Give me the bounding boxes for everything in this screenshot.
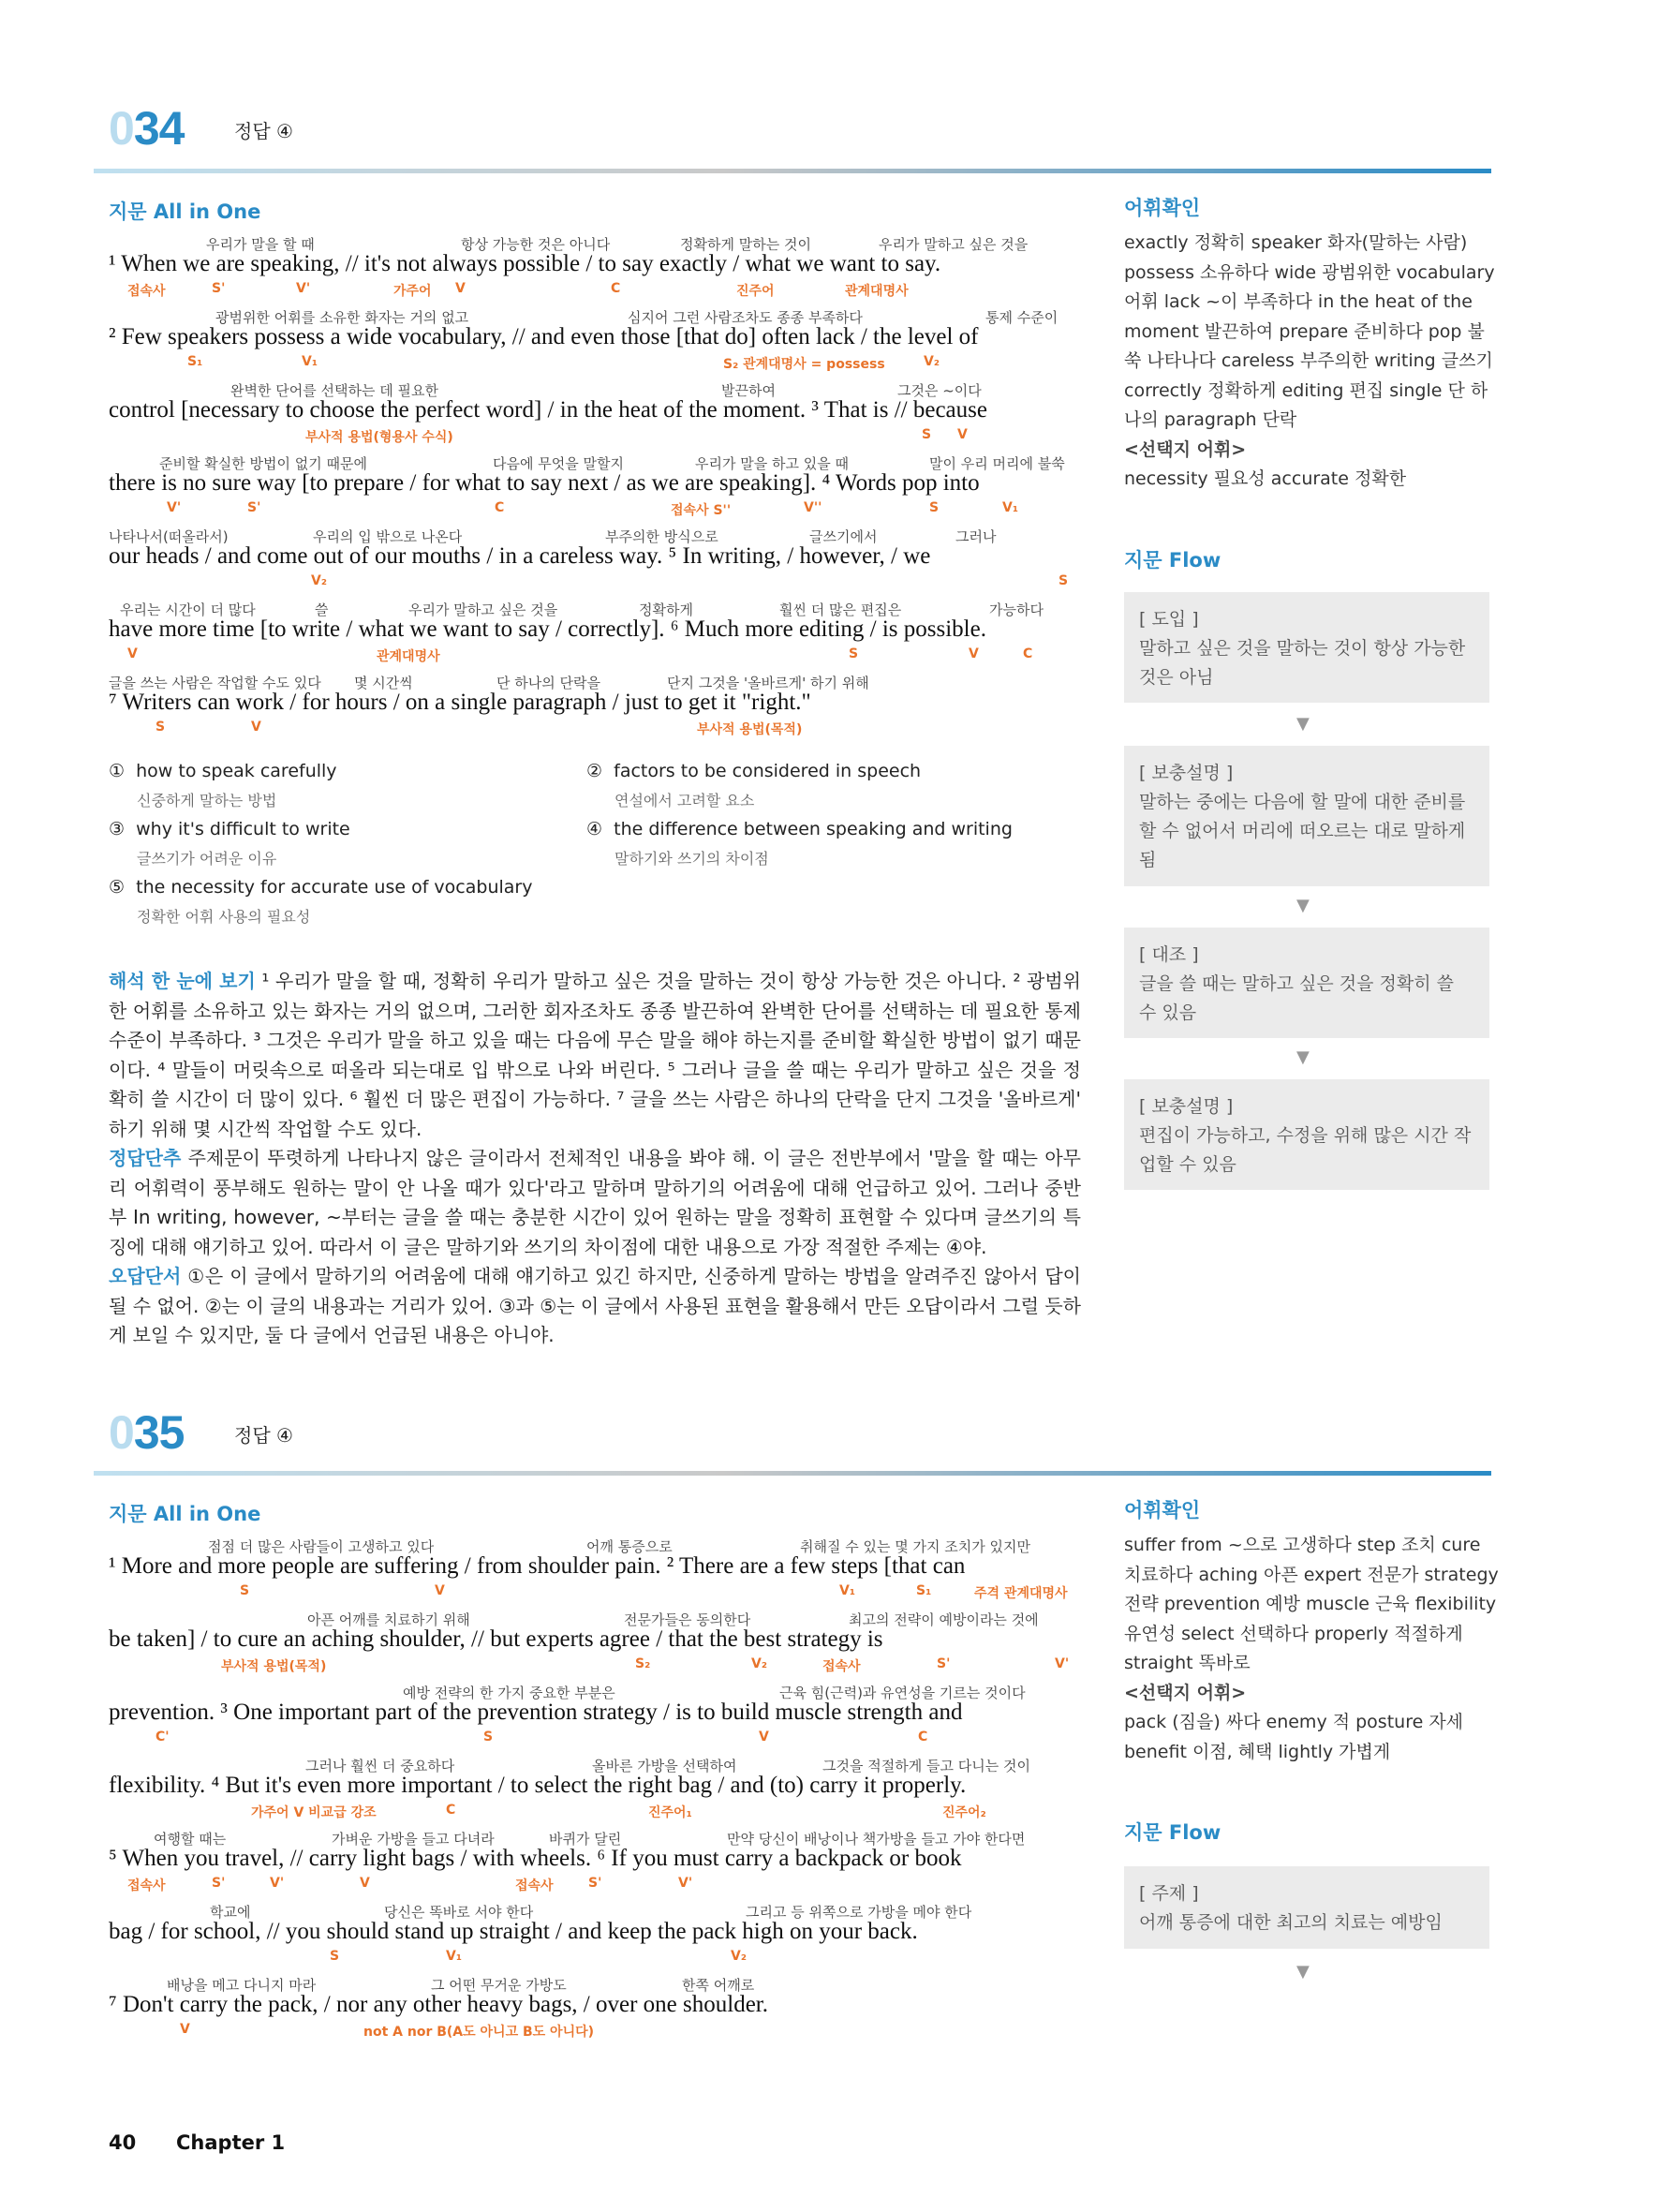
section-divider <box>94 169 1491 173</box>
grammar-tags <box>109 1656 1079 1675</box>
grammar-tag: V' <box>1055 1656 1070 1671</box>
choice-translation: 정확한 어휘 사용의 필요성 <box>137 908 311 926</box>
wrong-answer-label: 오답단서 <box>109 1265 182 1287</box>
grammar-tag: S₂ 관계대명사 = possess <box>723 357 885 372</box>
gloss: 훨씬 더 많은 편집은 <box>779 601 902 618</box>
grammar-tag: V <box>957 427 968 442</box>
grammar-tag: V₁ <box>302 354 318 369</box>
answer-label: 정답 ④ <box>234 1424 293 1447</box>
grammar-tag: 접속사 <box>127 1878 166 1893</box>
grammar-tags <box>109 1730 1079 1748</box>
grammar-tags <box>109 573 1079 592</box>
grammar-tag: 접속사 <box>127 284 166 299</box>
down-arrow-icon: ▼ <box>1296 896 1310 915</box>
passage-line <box>109 1683 1079 1756</box>
gloss: 우리의 입 밖으로 나온다 <box>313 528 463 545</box>
grammar-tags <box>109 500 1079 519</box>
gloss: 그러나 훨씬 더 중요하다 <box>305 1758 455 1774</box>
grammar-tag: V <box>455 281 466 296</box>
choice-translation: 신중하게 말하는 방법 <box>137 792 277 809</box>
gloss: 항상 가능한 것은 아니다 <box>461 236 611 253</box>
grammar-tags <box>109 1583 1079 1602</box>
gloss: 다음에 무엇을 말할지 <box>493 455 624 472</box>
gloss: 몇 시간씩 <box>354 675 413 691</box>
grammar-tag: S₁ <box>916 1583 932 1598</box>
grammar-tags <box>109 281 1079 300</box>
grammar-tag: S₁ <box>187 354 203 369</box>
grammar-tag: not A nor B(A도 아니고 B도 아니다) <box>363 2025 595 2040</box>
grammar-tag: 가주어 V 비교급 강조 <box>251 1805 377 1820</box>
flow-step <box>1124 1866 1489 1949</box>
sentence: ⁷ Writers can work / for hours / on a single paragraph / just to get it "right." <box>109 690 811 715</box>
gloss: 예방 전략의 한 가지 중요한 부분은 <box>403 1685 615 1701</box>
passage-line <box>109 1537 1079 1610</box>
passage-line <box>109 600 1079 673</box>
gloss: 우리는 시간이 더 많다 <box>120 601 256 618</box>
gloss: 배낭을 메고 다니지 마라 <box>167 1977 317 1994</box>
choice-text: ④ the difference between speaking and writing <box>586 819 1013 839</box>
answer-paragraph <box>109 1144 1081 1262</box>
gloss: 그러나 <box>955 528 997 545</box>
chapter-label: Chapter 1 <box>176 2131 286 2154</box>
grammar-tag: 접속사 <box>822 1659 861 1674</box>
grammar-tag: S' <box>212 1876 226 1891</box>
gloss: 준비할 확실한 방법이 없기 때문에 <box>159 455 367 472</box>
flow-title: 지문 Flow <box>1124 1821 1221 1844</box>
gloss: 쓸 <box>315 601 329 618</box>
gloss: 가벼운 가방을 들고 다녀라 <box>332 1831 495 1848</box>
grammar-tag: S <box>922 427 932 442</box>
gloss: 여행할 때는 <box>154 1831 227 1848</box>
gloss: 한쪽 어깨로 <box>682 1977 755 1994</box>
translation-text: ¹ 우리가 말을 할 때, 정확히 우리가 말하고 싶은 것을 말하는 것이 항상 가능한 것은 아니다. ² 광범위한 어휘를 소유하고 있는 화자는 거의 없으며, 그러한 회자조차도 종종 발끈하여 완벽한 단어를 선택하는 데 필요한 통제 수준이 부족하다. ³ 그것은 우리가 말을 하고 있을 때는 다음에 무슨 말을 해야 하는지를 준비할 확실한 방법이 없기 때문이다. ⁴ 말들이 머릿속으로 떠올라 되는대로 입 밖으로 나와 버린다. ⁵ 그러나 글을 쓸 때는 우리가 말하고 싶은 것을 정확히 쓸 시간이 더 많이 있다. ⁶ 훨씬 더 많은 편집이 가능하다. ⁷ 글을 쓰는 사람은 하나의 단락을 단지 그것을 '올바르게' 하기 위해 몇 시간씩 작업할 수도 있다. <box>109 970 1081 1140</box>
gloss: 바퀴가 달린 <box>549 1831 622 1848</box>
grammar-tag: S <box>849 646 859 661</box>
grammar-tag: S' <box>212 281 226 296</box>
sentence: ² Few speakers possess a wide vocabulary, // and even those [that do] often lack / the level of <box>109 324 979 349</box>
question-number: 035 <box>109 1406 185 1459</box>
passage-line <box>109 1975 1079 2048</box>
down-arrow-icon: ▼ <box>1296 1047 1310 1067</box>
passage-line <box>109 527 1079 600</box>
grammar-tags <box>109 1949 1079 1967</box>
grammar-tag: S <box>1059 573 1069 588</box>
choice-text: ① how to speak carefully <box>109 761 337 781</box>
grammar-tag: C <box>918 1730 928 1744</box>
choice-text: ⑤ the necessity for accurate use of vocabulary <box>109 877 533 898</box>
sentence: control [necessary to choose the perfect word] / in the heat of the moment. ³ That is // because <box>109 397 987 423</box>
vocab-list <box>1124 1531 1499 1767</box>
answer-key-label: 정답단추 <box>109 1147 182 1169</box>
gloss: 글을 쓰는 사람은 작업할 수도 있다 <box>109 675 321 691</box>
gloss: 심지어 그런 사람조차도 종종 부족하다 <box>628 309 863 326</box>
translation-label: 해석 한 눈에 보기 <box>109 970 256 992</box>
sentence: ¹ When we are speaking, // it's not always possible / to say exactly / what we want to say. <box>109 251 941 276</box>
flow-step <box>1124 1079 1489 1190</box>
flow-step <box>1124 928 1489 1038</box>
flow-tag: [ 대조 ] <box>1139 944 1199 965</box>
choice-2[interactable] <box>586 761 1055 810</box>
grammar-tag: V <box>251 720 261 735</box>
sentence: flexibility. ⁴ But it's even more important / to select the right bag / and (to) carry it properly. <box>109 1773 967 1798</box>
vocab-choice-label: <선택지 어휘> <box>1124 1682 1247 1703</box>
vocab-text: suffer from ~으로 고생하다 step 조치 cure 치료하다 aching 아픈 expert 전문가 strategy 전략 prevention 예방 muscle 근육 flexibility 유연성 select 선택하다 properly 적절하게 straight 똑바로 <box>1124 1535 1499 1673</box>
gloss: 전문가들은 동의한다 <box>624 1611 751 1628</box>
choice-4[interactable] <box>586 819 1055 868</box>
grammar-tag: V₂ <box>924 354 940 369</box>
passage-035 <box>109 1537 1079 2048</box>
flow-text: 어깨 통증에 대한 최고의 치료는 예방임 <box>1139 1912 1443 1933</box>
gloss: 취해질 수 있는 몇 가지 조치가 있지만 <box>800 1538 1030 1555</box>
choice-3[interactable] <box>109 819 577 868</box>
grammar-tag: 관계대명사 <box>377 649 440 664</box>
gloss: 그것은 ~이다 <box>897 382 982 399</box>
gloss: 학교에 <box>210 1904 251 1921</box>
flow-tag: [ 도입 ] <box>1139 609 1199 630</box>
flow-tag: [ 보충설명 ] <box>1139 763 1234 783</box>
choice-translation: 글쓰기가 어려운 이유 <box>137 850 277 868</box>
grammar-tag: V'' <box>804 500 822 515</box>
gloss: 아픈 어깨를 치료하기 위해 <box>307 1611 470 1628</box>
vocab-title: 어휘확인 <box>1124 1499 1201 1522</box>
grammar-tag: C <box>611 281 621 296</box>
vocab-text: exactly 정확히 speaker 화자(말하는 사람) possess 소유하다 wide 광범위한 vocabulary 어휘 lack ~이 부족하다 in the heat of the moment 발끈하여 prepare 준비하다 pop 불쑥 나타나다 careless 부주의한 writing 글쓰기 correctly 정확하게 editing 편집 single 단 하나의 paragraph 단락 <box>1124 232 1495 430</box>
vocab-choice-text: pack (짐을) 싸다 enemy 적 posture 자세 benefit 이점, 혜택 lightly 가볍게 <box>1124 1712 1464 1762</box>
grammar-tag: 관계대명사 <box>845 284 909 299</box>
passage-line <box>109 307 1079 380</box>
gloss: 단지 그것을 '올바르게' 하기 위해 <box>667 675 869 691</box>
grammar-tag: V₂ <box>731 1949 747 1964</box>
sentence: ⁵ When you travel, // carry light bags / with wheels. ⁶ If you must carry a backpack or book <box>109 1846 962 1871</box>
passage-034 <box>109 234 1079 746</box>
grammar-tags <box>109 720 1079 738</box>
flow-title: 지문 Flow <box>1124 549 1221 572</box>
question-number: 034 <box>109 102 185 155</box>
passage-line <box>109 380 1079 453</box>
grammar-tag: 접속사 S'' <box>671 503 732 518</box>
grammar-tag: V₁ <box>839 1583 855 1598</box>
grammar-tag: 진주어 <box>736 284 775 299</box>
explanation <box>109 967 1081 1351</box>
grammar-tags <box>109 1876 1079 1894</box>
page-number: 40 <box>109 2131 137 2154</box>
grammar-tag: S <box>240 1583 250 1598</box>
gloss: 완벽한 단어를 선택하는 데 필요한 <box>230 382 438 399</box>
grammar-tag: V <box>969 646 979 661</box>
answer-label: 정답 ④ <box>234 120 293 142</box>
gloss: 말이 우리 머리에 불쑥 <box>929 455 1065 472</box>
gloss: 광범위한 어휘를 소유한 화자는 거의 없고 <box>215 309 469 326</box>
gloss: 우리가 말을 하고 있을 때 <box>695 455 849 472</box>
grammar-tags <box>109 2022 1079 2041</box>
grammar-tag: 부사적 용법(목적) <box>221 1659 327 1674</box>
flow-step <box>1124 746 1489 886</box>
flow-text: 글을 쓸 때는 말하고 싶은 것을 정확히 쓸 수 있음 <box>1139 973 1454 1023</box>
gloss: 통제 수준이 <box>985 309 1059 326</box>
passage-line <box>109 1902 1079 1975</box>
gloss: 나타나서(떠올라서) <box>109 528 229 545</box>
flow-text: 말하는 중에는 다음에 할 말에 대한 준비를 할 수 없어서 머리에 떠오르는 대로 말하게 됨 <box>1139 792 1466 870</box>
grammar-tag: S <box>330 1949 340 1964</box>
sentence: ¹ More and more people are suffering / from shoulder pain. ² There are a few steps [that can <box>109 1553 966 1579</box>
section-title: 지문 All in One <box>109 200 261 223</box>
gloss: 만약 당신이 배낭이나 책가방을 들고 가야 한다면 <box>727 1831 1026 1848</box>
grammar-tag: V' <box>678 1876 693 1891</box>
choice-5[interactable] <box>109 877 764 927</box>
sentence: our heads / and come out of our mouths / in a careless way. ⁵ In writing, / however, / we <box>109 543 931 569</box>
gloss: 근육 힘(근력)과 유연성을 기르는 것이다 <box>779 1685 1026 1701</box>
gloss: 단 하나의 단락을 <box>496 675 600 691</box>
grammar-tag: C <box>446 1803 456 1818</box>
grammar-tag: S' <box>937 1656 951 1671</box>
gloss: 최고의 전략이 예방이라는 것에 <box>849 1611 1039 1628</box>
grammar-tag: V <box>127 646 138 661</box>
grammar-tag: S <box>483 1730 494 1744</box>
sentence: there is no sure way [to prepare / for what to say next / as we are speaking]. ⁴ Words pop into <box>109 470 980 496</box>
sentence: ⁷ Don't carry the pack, / nor any other heavy bags, / over one shoulder. <box>109 1992 768 2017</box>
section-title: 지문 All in One <box>109 1503 261 1525</box>
gloss: 정확하게 <box>639 601 693 618</box>
gloss: 정확하게 말하는 것이 <box>680 236 811 253</box>
grammar-tag: S₂ <box>635 1656 651 1671</box>
gloss: 가능하다 <box>989 601 1044 618</box>
wrong-paragraph <box>109 1262 1081 1351</box>
grammar-tag: V₂ <box>311 573 327 588</box>
gloss: 우리가 말을 할 때 <box>206 236 315 253</box>
section-divider <box>94 1471 1491 1476</box>
passage-line <box>109 673 1079 746</box>
grammar-tag: 접속사 <box>515 1878 554 1893</box>
flow-text: 편집이 가능하고, 수정을 위해 많은 시간 작업할 수 있음 <box>1139 1125 1472 1175</box>
grammar-tags <box>109 354 1079 373</box>
gloss: 당신은 똑바로 서야 한다 <box>384 1904 534 1921</box>
gloss: 점점 더 많은 사람들이 고생하고 있다 <box>208 1538 435 1555</box>
passage-line <box>109 1829 1079 1902</box>
grammar-tag: 부사적 용법(형용사 수식) <box>305 430 453 445</box>
grammar-tag: 가주어 <box>393 284 432 299</box>
down-arrow-icon: ▼ <box>1296 714 1310 734</box>
gloss: 그것을 적절하게 들고 다니는 것이 <box>822 1758 1030 1774</box>
grammar-tags <box>109 1803 1079 1821</box>
passage-line <box>109 453 1079 527</box>
passage-line <box>109 234 1079 307</box>
sentence: have more time [to write / what we want to say / correctly]. ⁶ Much more editing / is possible. <box>109 616 986 642</box>
sentence: prevention. ³ One important part of the prevention strategy / is to build muscle strength and <box>109 1700 963 1725</box>
flow-tag: [ 주제 ] <box>1139 1883 1199 1904</box>
sentence: be taken] / to cure an aching shoulder, // but experts agree / that the best strategy is <box>109 1626 883 1652</box>
gloss: 올바른 가방을 선택하여 <box>592 1758 737 1774</box>
grammar-tag: C <box>495 500 505 515</box>
vocab-choice-label: <선택지 어휘> <box>1124 438 1247 460</box>
translation-paragraph <box>109 967 1081 1144</box>
vocab-title: 어휘확인 <box>1124 197 1201 219</box>
gloss: 우리가 말하고 싶은 것을 <box>879 236 1029 253</box>
grammar-tag: 주격 관계대명사 <box>974 1586 1068 1601</box>
grammar-tag: V <box>360 1876 370 1891</box>
grammar-tag: C <box>1023 646 1033 661</box>
grammar-tag: S <box>929 500 940 515</box>
gloss: 그 어떤 무거운 가방도 <box>431 1977 567 1994</box>
down-arrow-icon: ▼ <box>1296 1962 1310 1982</box>
sentence: bag / for school, // you should stand up straight / and keep the pack high on your back. <box>109 1919 918 1944</box>
grammar-tag: V₂ <box>751 1656 767 1671</box>
grammar-tags <box>109 646 1079 665</box>
flow-tag: [ 보충설명 ] <box>1139 1096 1234 1117</box>
passage-line <box>109 1610 1079 1683</box>
grammar-tag: V <box>435 1583 445 1598</box>
grammar-tag: S <box>155 720 166 735</box>
choice-text: ② factors to be considered in speech <box>586 761 922 781</box>
gloss: 어깨 통증으로 <box>586 1538 673 1555</box>
grammar-tag: V <box>759 1730 769 1744</box>
grammar-tag: S' <box>247 500 261 515</box>
choice-text: ③ why it's difficult to write <box>109 819 350 839</box>
gloss: 부주의한 방식으로 <box>605 528 718 545</box>
gloss: 글쓰기에서 <box>809 528 878 545</box>
grammar-tag: S' <box>588 1876 602 1891</box>
gloss: 그리고 등 위쪽으로 가방을 메야 한다 <box>746 1904 972 1921</box>
grammar-tag: C' <box>155 1730 170 1744</box>
passage-line <box>109 1756 1079 1829</box>
choice-1[interactable] <box>109 761 577 810</box>
flow-step <box>1124 592 1489 703</box>
grammar-tag: 진주어₂ <box>942 1805 986 1820</box>
wrong-answer-text: ①은 이 글에서 말하기의 어려움에 대해 얘기하고 있긴 하지만, 신중하게 말하는 방법을 알려주진 않아서 답이 될 수 없어. ②는 이 글의 내용과는 거리가 있어. ③과 ⑤는 이 글에서 사용된 표현을 활용해서 만든 오답이라서 그럴 듯하게 보일 수 있지만, 둘 다 글에서 언급된 내용은 아니야. <box>109 1265 1082 1346</box>
choice-translation: 연설에서 고려할 요소 <box>614 792 755 809</box>
grammar-tag: 부사적 용법(목적) <box>697 722 803 737</box>
choice-translation: 말하기와 쓰기의 차이점 <box>614 850 769 868</box>
gloss: 우리가 말하고 싶은 것을 <box>408 601 558 618</box>
grammar-tag: V <box>180 2022 190 2037</box>
vocab-list <box>1124 229 1499 495</box>
flow-text: 말하고 싶은 것을 말하는 것이 항상 가능한 것은 아님 <box>1139 638 1466 688</box>
grammar-tag: V' <box>270 1876 285 1891</box>
grammar-tag: 진주어₁ <box>648 1805 692 1820</box>
answer-key-text: 주제문이 뚜렷하게 나타나지 않은 글이라서 전체적인 내용을 봐야 해. 이 글은 전반부에서 '말을 할 때는 아무리 어휘력이 풍부해도 원하는 말이 안 나올 때가 있다'라고 말하며 말하기의 어려움에 대해 언급하고 있어. 그러나 중반부 In writing, however, ~부터는 글을 쓸 때는 충분한 시간이 있어 원하는 말을 정확히 표현할 수 있다며 글쓰기의 특징에 대해 얘기하고 있어. 따라서 이 글은 말하기와 쓰기의 차이점에 대한 내용으로 가장 적절한 주제는 ④야. <box>109 1147 1081 1258</box>
vocab-choice-text: necessity 필요성 accurate 정확한 <box>1124 468 1407 489</box>
gloss: 발끈하여 <box>721 382 776 399</box>
grammar-tag: V' <box>167 500 182 515</box>
grammar-tag: V' <box>296 281 311 296</box>
grammar-tags <box>109 427 1079 446</box>
grammar-tag: V₁ <box>1002 500 1018 515</box>
grammar-tag: V₁ <box>446 1949 462 1964</box>
